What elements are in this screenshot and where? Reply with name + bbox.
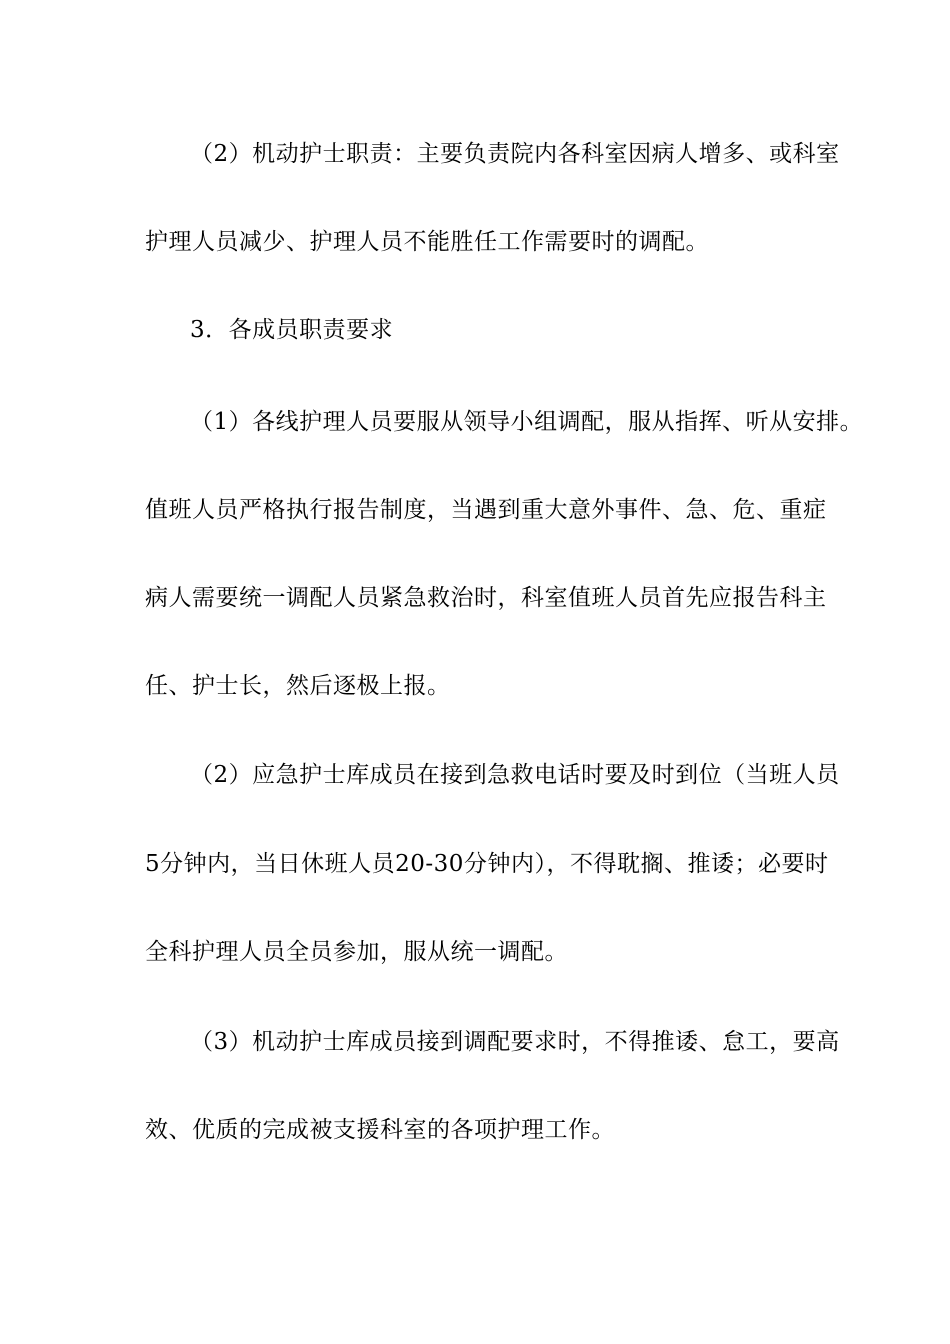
- paragraph-line: 5分钟内，当日休班人员20-30分钟内），不得耽搁、推诿；必要时: [145, 851, 829, 877]
- paragraph-line: 护理人员减少、护理人员不能胜任工作需要时的调配。: [145, 229, 709, 255]
- paragraph-line: （1）各线护理人员要服从领导小组调配，服从指挥、听从安排。: [190, 409, 864, 435]
- paragraph-line: （3）机动护士库成员接到调配要求时，不得推诿、怠工，要高: [190, 1029, 840, 1055]
- paragraph-line: 值班人员严格执行报告制度，当遇到重大意外事件、急、危、重症: [145, 497, 827, 523]
- section-heading: 3．各成员职责要求: [190, 317, 394, 343]
- paragraph-line: 任、护士长，然后逐极上报。: [145, 673, 451, 699]
- paragraph-line: （2）机动护士职责：主要负责院内各科室因病人增多、或科室: [190, 141, 840, 167]
- paragraph-line: 效、优质的完成被支援科室的各项护理工作。: [145, 1117, 615, 1143]
- paragraph-line: 全科护理人员全员参加，服从统一调配。: [145, 939, 568, 965]
- paragraph-line: 病人需要统一调配人员紧急救治时，科室值班人员首先应报告科主: [145, 585, 827, 611]
- paragraph-line: （2）应急护士库成员在接到急救电话时要及时到位（当班人员: [190, 762, 840, 788]
